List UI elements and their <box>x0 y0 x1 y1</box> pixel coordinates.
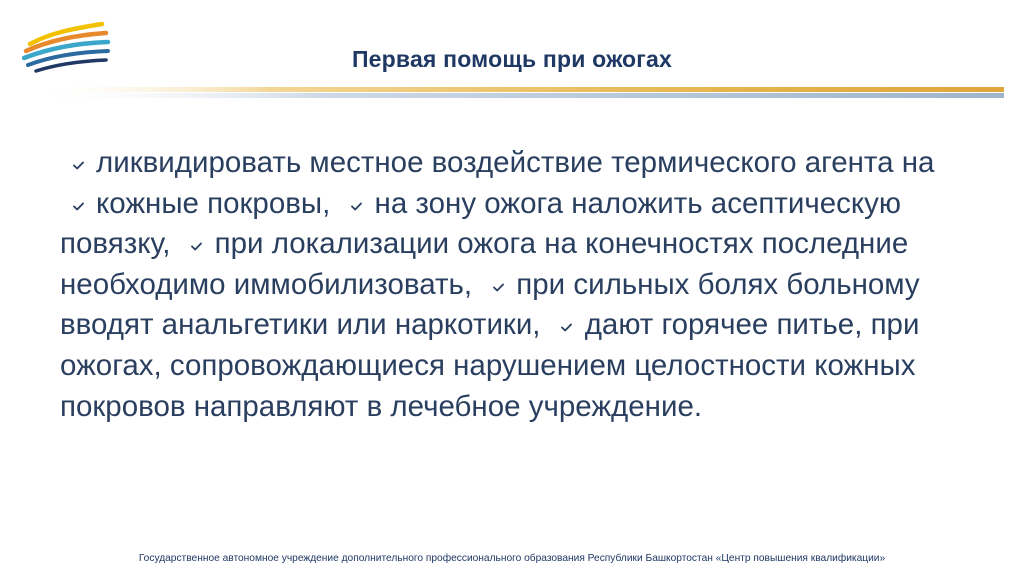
check-mark-icon <box>339 184 375 225</box>
bullet-text: ликвидировать местное воздействие термического агента на <box>96 146 935 179</box>
bullet-text: дают горячее питье, при ожогах, сопровождающиеся нарушением целостности кожных покровов направляют в лечебное учреждение. <box>60 308 920 423</box>
bullet-text: на зону ожога наложить асептическую повязку, <box>60 186 901 261</box>
check-mark-icon <box>60 184 96 225</box>
page-title <box>0 46 1024 73</box>
check-mark-icon <box>549 305 585 346</box>
check-mark-icon <box>179 224 215 265</box>
page-title-text: Первая помощь при ожогах <box>351 46 673 72</box>
check-mark-icon <box>480 265 516 306</box>
bullet-text: при локализации ожога на конечностях последние необходимо иммобилизовать, <box>60 227 909 301</box>
bullet-text: кожные покровы, <box>96 186 331 220</box>
body-paragraph <box>60 143 940 427</box>
title-divider <box>28 86 1004 100</box>
check-mark-icon <box>60 143 96 184</box>
footer-organization: Государственное автономное учреждение дополнительного профессионального образования Республики Башкортостан «Центр повышения квалификации» <box>138 553 886 564</box>
bullet-text: при сильных болях больному вводят анальгетики или наркотики, <box>60 267 920 342</box>
